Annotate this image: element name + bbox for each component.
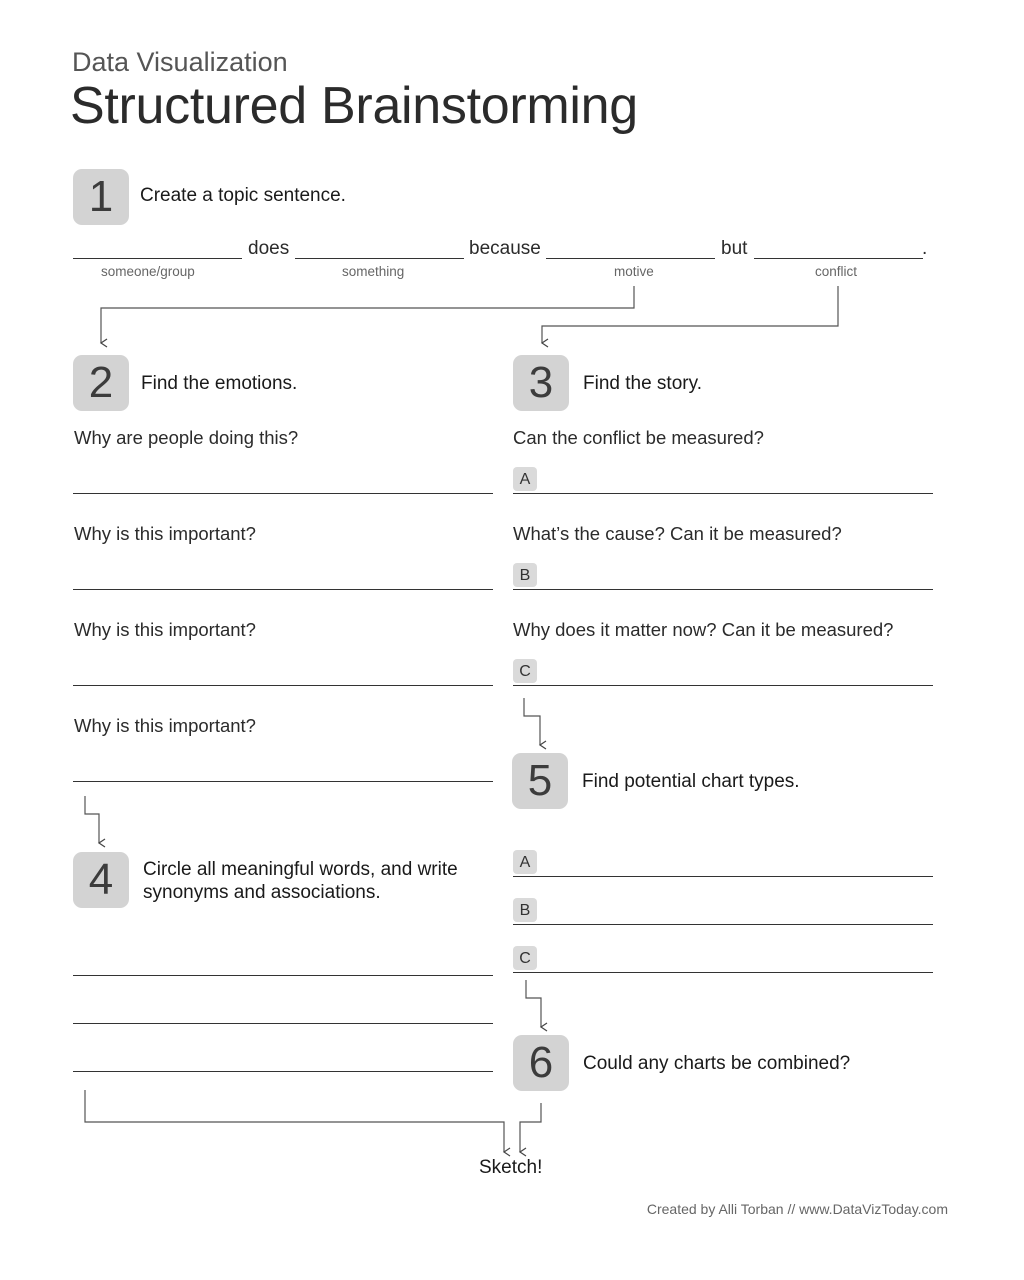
arrow-step6-to-sketch [520, 1103, 541, 1152]
emotion-question-3: Why is this important? [74, 619, 256, 640]
sentence-word-because: because [469, 238, 541, 259]
story-label-a: A [513, 467, 537, 491]
sentence-word-but: but [721, 238, 748, 259]
step-6-badge: 6 [513, 1035, 569, 1091]
step-5-title: Find potential chart types. [582, 771, 800, 792]
caption-motive: motive [614, 264, 654, 279]
chart-type-label-c: C [513, 946, 537, 970]
footer-credit: Created by Alli Torban // www.DataVizToday.com [646, 1201, 948, 1217]
step-3-badge: 3 [513, 355, 569, 411]
step-4-badge: 4 [73, 852, 129, 908]
story-label-c: C [513, 659, 537, 683]
step-3-title: Find the story. [583, 373, 702, 394]
arrow-motive-to-step2 [101, 286, 634, 343]
step-6-title: Could any charts be combined? [583, 1053, 851, 1074]
sentence-period: . [922, 238, 928, 259]
step-4-title-line-2: synonyms and associations. [143, 882, 381, 903]
story-label-b: B [513, 563, 537, 587]
sketch-label: Sketch! [479, 1157, 543, 1178]
page-title: Structured Brainstorming [70, 77, 638, 135]
step-2-title: Find the emotions. [141, 373, 298, 394]
arrow-step4-to-sketch [85, 1090, 504, 1152]
step-4-title-line-1: Circle all meaningful words, and write [143, 859, 458, 880]
arrow-conflict-to-step3 [542, 286, 838, 343]
emotion-question-4: Why is this important? [74, 715, 256, 736]
page-subtitle: Data Visualization [72, 47, 288, 77]
caption-something: something [342, 264, 405, 279]
chart-type-label-b: B [513, 898, 537, 922]
step-1-badge: 1 [73, 169, 129, 225]
chart-type-label-a: A [513, 850, 537, 874]
caption-conflict: conflict [815, 264, 858, 279]
emotion-question-2: Why is this important? [74, 523, 256, 544]
step-1-title: Create a topic sentence. [140, 185, 346, 206]
sentence-word-does: does [248, 238, 290, 259]
step-2-badge: 2 [73, 355, 129, 411]
story-question-b: What’s the cause? Can it be measured? [513, 523, 842, 544]
emotion-question-1: Why are people doing this? [74, 427, 299, 448]
arrow-step5-to-step6 [526, 980, 541, 1027]
story-question-c: Why does it matter now? Can it be measured? [513, 619, 894, 640]
caption-someone-group: someone/group [101, 264, 195, 279]
arrow-step2-to-step4 [85, 796, 99, 843]
step-5-badge: 5 [512, 753, 568, 809]
story-question-a: Can the conflict be measured? [513, 427, 764, 448]
arrow-step3-to-step5 [524, 698, 540, 745]
